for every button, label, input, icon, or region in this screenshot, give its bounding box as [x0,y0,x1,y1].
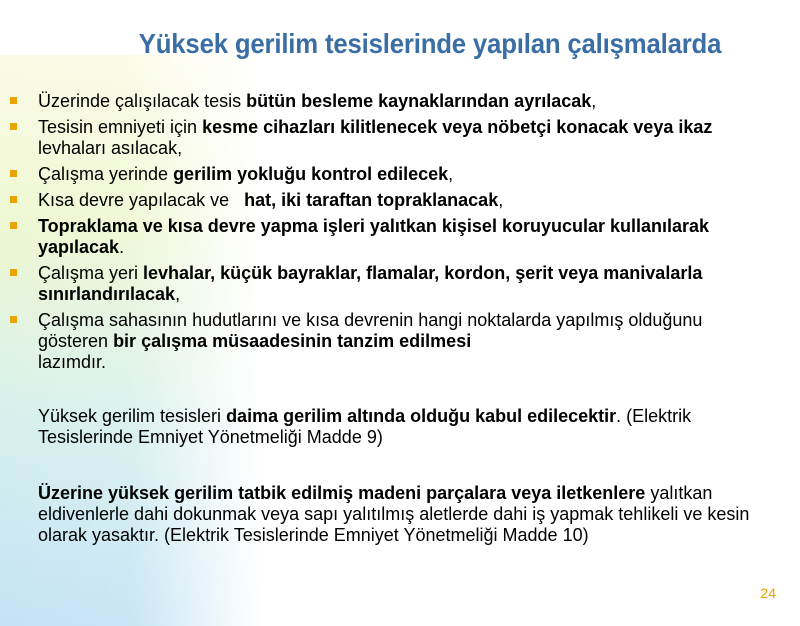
list-item: Çalışma yerinde gerilim yokluğu kontrol edilecek, [10,164,770,185]
list-item: Çalışma yeri levhalar, küçük bayraklar, flamalar, kordon, şerit veya manivalarla sınırlandırılacak, [10,263,770,305]
square-bullet-icon [10,222,17,229]
page-number: 24 [760,585,776,601]
slide-title: Yüksek gerilim tesislerinde yapılan çalışmalarda [138,28,722,59]
square-bullet-icon [10,170,17,177]
square-bullet-icon [10,97,17,104]
list-item: Yüksek gerilim tesisleri daima gerilim altında olduğu kabul edilecektir. (Elektrik Tesislerinde Emniyet Yönetmeliği Madde 9) [38,406,692,447]
list-item: Üzerinde çalışılacak tesis bütün besleme kaynaklarından ayrılacak, [10,91,770,112]
list-item: Topraklama ve kısa devre yapma işleri yalıtkan kişisel koruyucular kullanılarak yapılacak. [10,216,770,258]
square-bullet-icon [10,196,17,203]
list-item: Üzerine yüksek gerilim tatbik edilmiş madeni parçalara veya iletkenlere yalıtkan eldivenlerle dahi dokunmak veya sapı yalıtılmış aletlerde dahi iş yapmak tehlikeli ve kesin olarak yasaktır. (Elektrik Tesislerinde Emniyet Yönetmeliği Madde 10) [38,483,750,545]
square-bullet-icon [10,123,17,130]
list-item: Çalışma sahasının hudutlarını ve kısa devrenin hangi noktalarda yapılmış olduğunu gösteren bir çalışma müsaadesinin tanzim edilmesi lazımdır. [10,310,770,373]
list-item: Kısa devre yapılacak ve hat, iki taraftan topraklanacak, [10,190,770,211]
bullet-list [10,91,770,546]
list-item: Tesisin emniyeti için kesme cihazları kilitlenecek veya nöbetçi konacak veya ikaz levhaları asılacak, [10,117,770,159]
square-bullet-icon [10,316,17,323]
square-bullet-icon [10,269,17,276]
